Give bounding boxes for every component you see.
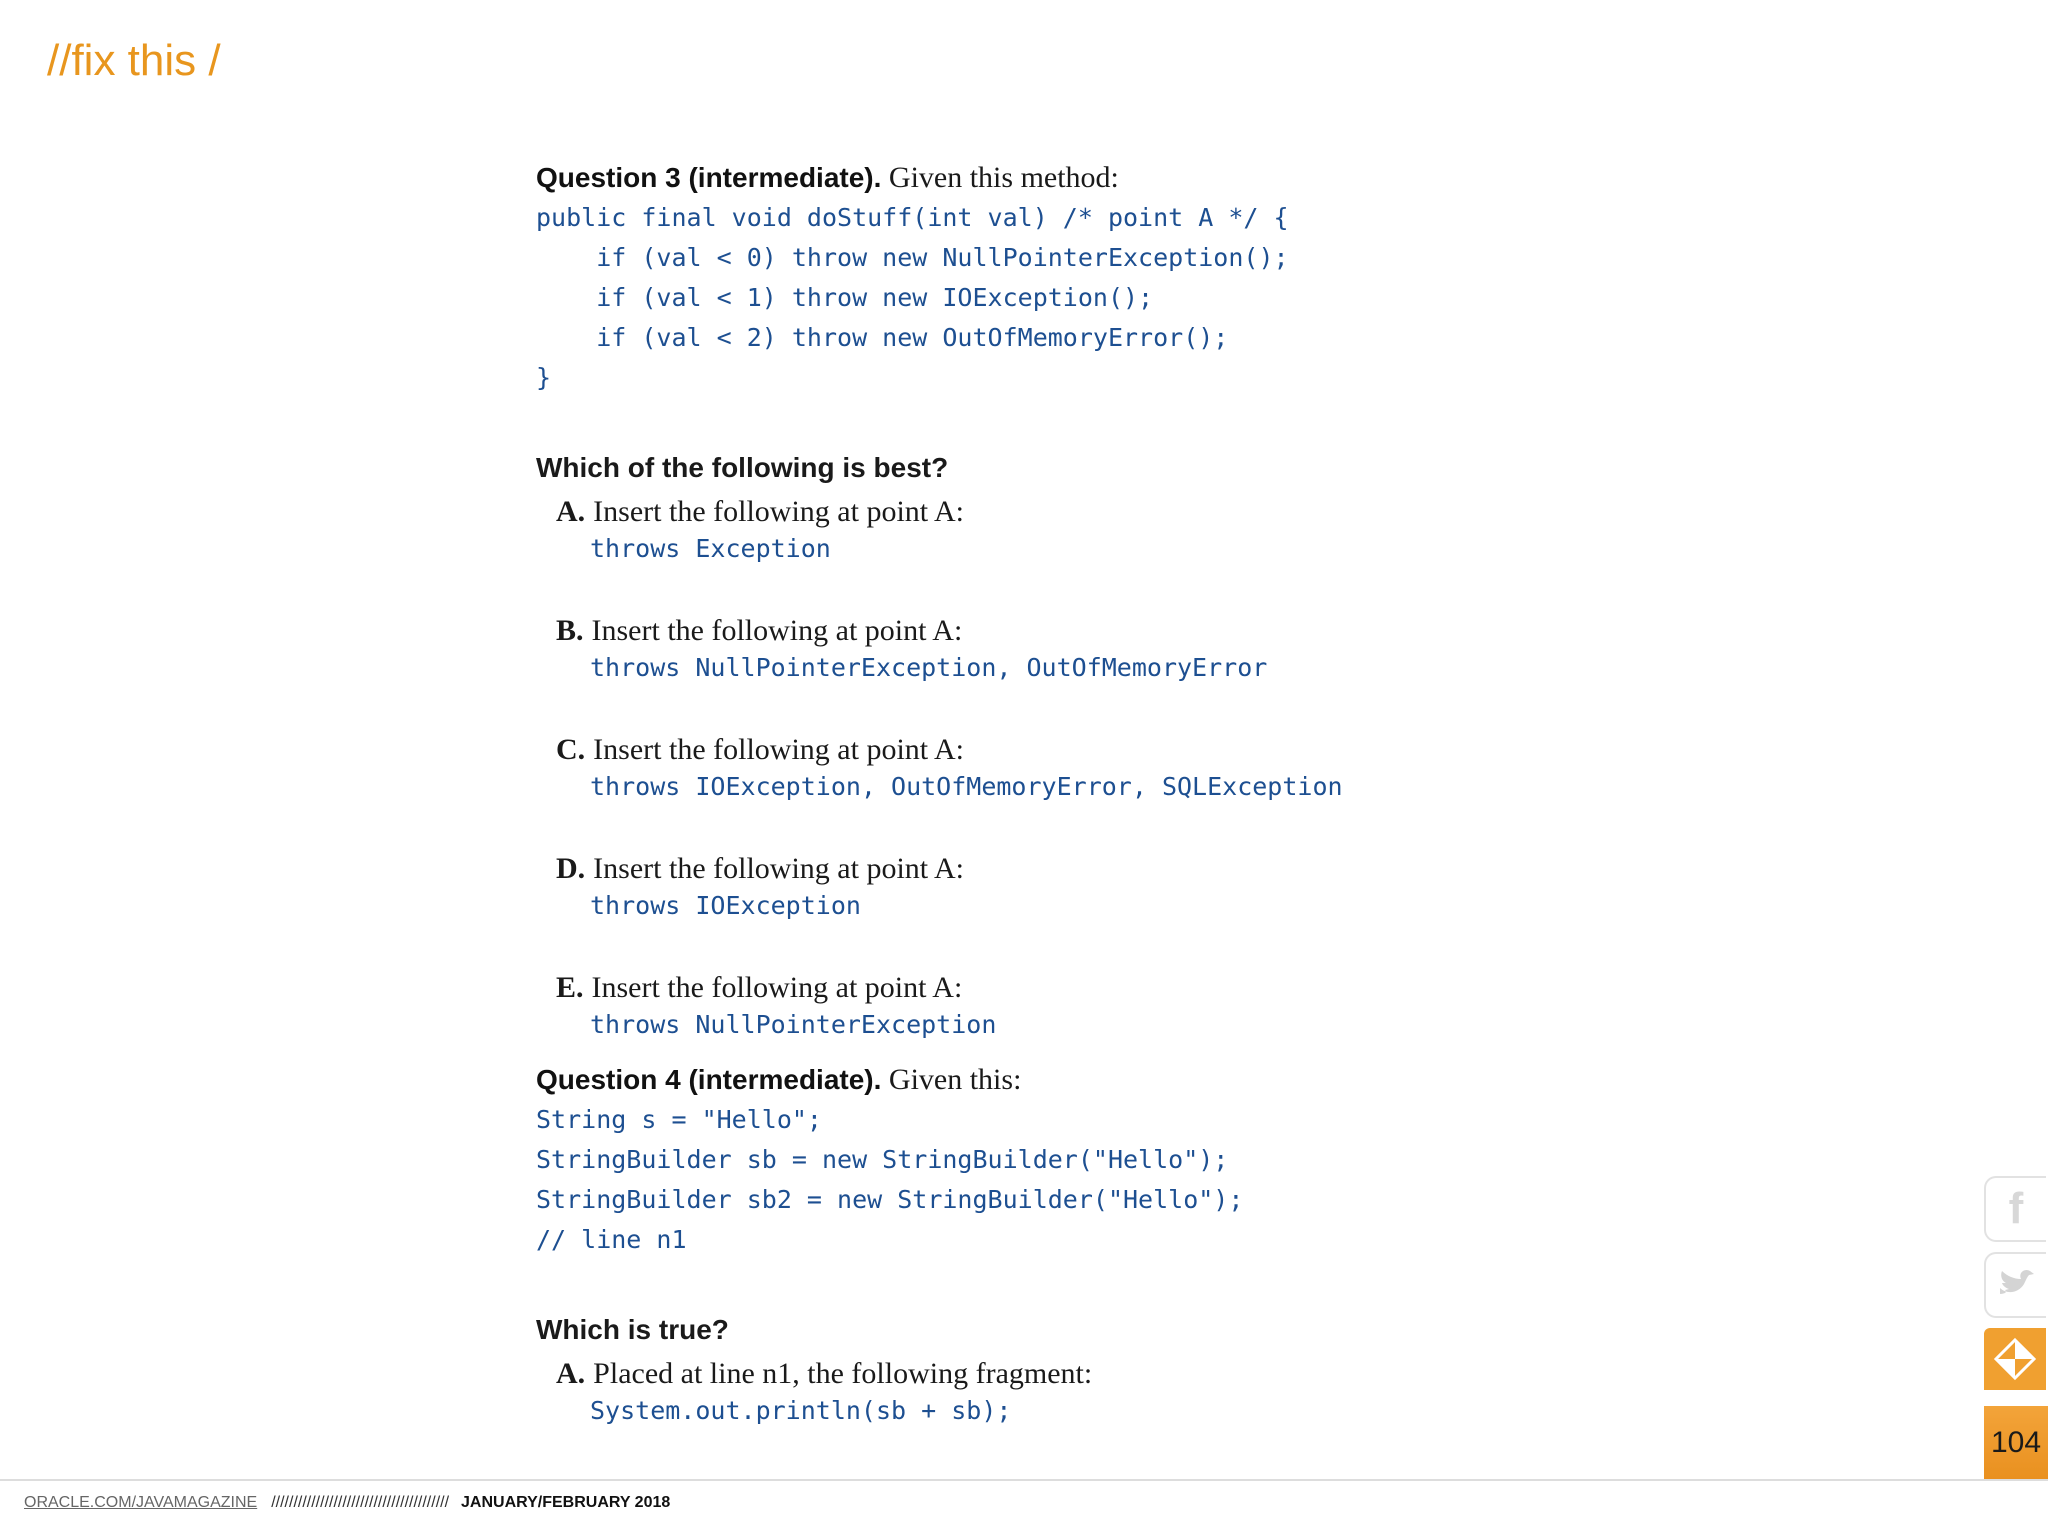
site-link[interactable]: ORACLE.COM/JAVAMAGAZINE	[24, 1494, 258, 1511]
option-text: Insert the following at point A:	[593, 852, 964, 885]
question-4-title	[536, 1060, 1436, 1100]
footer	[24, 1494, 670, 1512]
facebook-icon: f	[2008, 1184, 2024, 1233]
question-4-text: Given this:	[881, 1063, 1022, 1096]
option-code: System.out.println(sb + sb);	[590, 1396, 1012, 1425]
option-letter: A.	[556, 495, 586, 528]
question-4-options	[556, 1354, 1436, 1428]
option-text: Insert the following at point A:	[591, 971, 963, 1004]
option-letter: B.	[556, 614, 584, 647]
question-4	[536, 1060, 1436, 1428]
twitter-share-button[interactable]	[1984, 1252, 2046, 1318]
footer-divider	[0, 1479, 2048, 1481]
question-3-code: public final void doStuff(int val) /* point A */ { if (val < 0) throw new NullPointerException(); if (val < 1) throw new IOException(); if (val < 2) throw new OutOfMemoryError(); }	[536, 203, 1289, 392]
question-4-heading: Question 4 (intermediate).	[536, 1064, 882, 1095]
question-4-prompt: Which is true?	[536, 1314, 729, 1345]
facebook-share-button[interactable]	[1984, 1176, 2046, 1242]
page-number: 104	[1984, 1406, 2048, 1480]
option-3d	[556, 849, 1436, 923]
option-3c	[556, 730, 1436, 804]
article-content	[536, 158, 1436, 1428]
option-3e	[556, 968, 1436, 1042]
option-text: Insert the following at point A:	[593, 495, 964, 528]
question-3-prompt: Which of the following is best?	[536, 452, 949, 483]
option-code: throws IOException	[590, 891, 861, 920]
option-code: throws NullPointerException, OutOfMemoryError	[590, 653, 1268, 682]
option-code: throws Exception	[590, 534, 831, 563]
section-tag: //fix this /	[47, 36, 221, 85]
option-letter: D.	[556, 852, 586, 885]
option-code: throws NullPointerException	[590, 1010, 997, 1039]
option-text: Insert the following at point A:	[591, 614, 963, 647]
email-share-button[interactable]	[1984, 1328, 2046, 1390]
question-3-title	[536, 158, 1436, 198]
share-sidebar	[1984, 1176, 2048, 1390]
twitter-bird-icon	[1996, 1268, 2036, 1302]
issue-date: JANUARY/FEBRUARY 2018	[461, 1494, 671, 1511]
question-3-options	[556, 492, 1436, 1042]
option-4a	[556, 1354, 1436, 1428]
question-4-code: String s = "Hello"; StringBuilder sb = new StringBuilder("Hello"); StringBuilder sb2 = new StringBuilder("Hello"); // line n1	[536, 1105, 1244, 1254]
option-code: throws IOException, OutOfMemoryError, SQLException	[590, 772, 1343, 801]
option-text: Insert the following at point A:	[593, 733, 964, 766]
option-letter: A.	[556, 1357, 586, 1390]
option-text: Placed at line n1, the following fragment:	[593, 1357, 1093, 1390]
option-3b	[556, 611, 1436, 685]
question-3-text: Given this method:	[881, 161, 1119, 194]
footer-slashes: ////////////////////////////////////////	[271, 1494, 450, 1511]
email-icon	[1992, 1336, 2038, 1382]
question-3	[536, 158, 1436, 1042]
option-letter: C.	[556, 733, 586, 766]
question-3-heading: Question 3 (intermediate).	[536, 162, 882, 193]
option-3a	[556, 492, 1436, 566]
option-letter: E.	[556, 971, 584, 1004]
